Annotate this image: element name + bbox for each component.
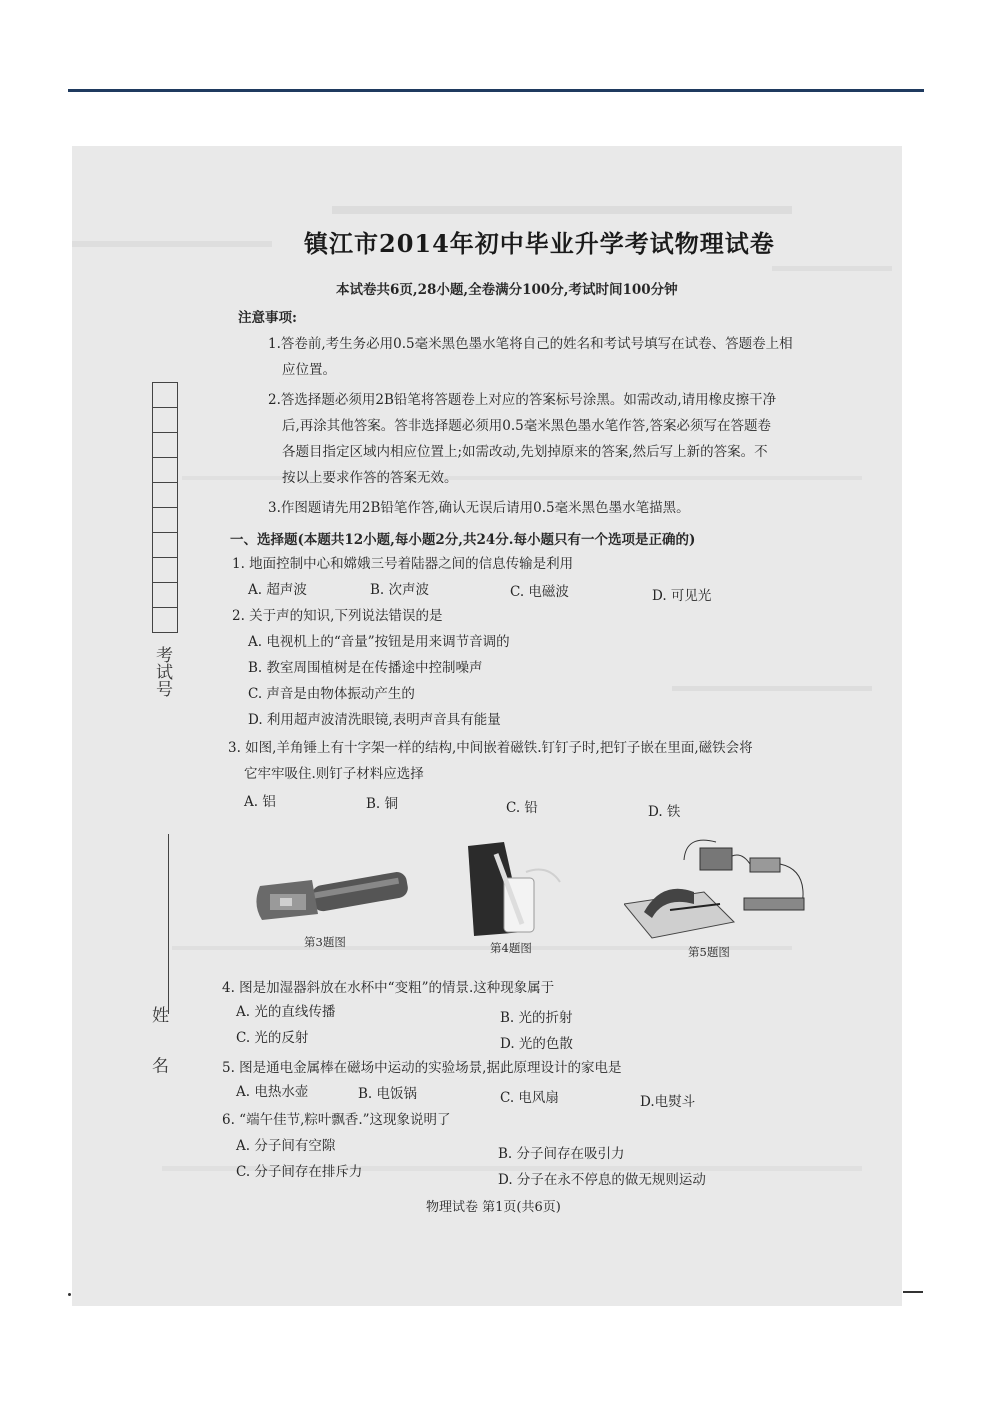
- option-c: C. 电风扇: [500, 1090, 559, 1106]
- exam-number-box[interactable]: [152, 407, 178, 433]
- question-stem: 1. 地面控制中心和嫦娥三号着陆器之间的信息传输是利用: [232, 556, 574, 572]
- option-b: B. 分子间存在吸引力: [498, 1146, 625, 1162]
- note-line: 应位置。: [282, 362, 336, 378]
- top-rule: [68, 89, 924, 92]
- option-d: D. 光的色散: [500, 1036, 573, 1052]
- bleed-through: [772, 266, 892, 271]
- exam-number-boxes: [152, 382, 178, 632]
- figure-caption: 第3题图: [304, 935, 346, 949]
- question-stem: 5. 图是通电金属棒在磁场中运动的实验场景,据此原理设计的家电是: [222, 1060, 622, 1076]
- exam-number-box[interactable]: [152, 557, 178, 583]
- notes-heading: 注意事项:: [238, 310, 297, 326]
- exam-number-box[interactable]: [152, 582, 178, 608]
- question-stem: 6. “端午佳节,粽叶飘香.”这现象说明了: [222, 1112, 451, 1128]
- option-b: B. 教室周围植树是在传播途中控制噪声: [248, 660, 483, 676]
- option-a: A. 超声波: [248, 582, 307, 598]
- note-line: 后,再涂其他答案。答非选择题必须用0.5毫米黑色墨水笔作答,答案必须写在答题卷: [282, 418, 772, 434]
- exam-number-box[interactable]: [152, 382, 178, 408]
- bleed-through: [332, 206, 792, 214]
- bleed-through: [72, 241, 272, 247]
- question-stem: 2. 关于声的知识,下列说法错误的是: [232, 608, 443, 624]
- scanned-page: [72, 146, 902, 1306]
- hammer-figure: [252, 856, 412, 936]
- exam-number-box[interactable]: [152, 607, 178, 633]
- name-line[interactable]: [168, 834, 169, 1014]
- bleed-through: [672, 686, 872, 691]
- bottom-dash: [903, 1291, 923, 1293]
- question-stem: 3. 如图,羊角锤上有十字架一样的结构,中间嵌着磁铁.钉钉子时,把钉子嵌在里面,磁铁会将: [228, 740, 753, 756]
- note-line: 1.答卷前,考生务必用0.5毫米黑色墨水笔将自己的姓名和考试号填写在试卷、答题卷上相: [268, 336, 793, 352]
- circuit-figure: [624, 830, 810, 942]
- option-d: D. 利用超声波清洗眼镜,表明声音具有能量: [248, 712, 501, 728]
- option-a: A. 分子间有空隙: [236, 1138, 336, 1154]
- option-d: D. 可见光: [652, 588, 712, 604]
- humidifier-figure: [464, 842, 564, 938]
- name-label: 姓 名: [148, 1006, 168, 1088]
- note-line: 2.答选择题必须用2B铅笔将答题卷上对应的答案标号涂黑。如需改动,请用橡皮擦干净: [268, 392, 777, 408]
- option-c: C. 电磁波: [510, 584, 569, 600]
- option-a: A. 电视机上的“音量”按钮是用来调节音调的: [248, 634, 510, 650]
- figure-caption: 第5题图: [688, 945, 730, 959]
- figure-caption: 第4题图: [490, 941, 532, 955]
- option-d: D. 铁: [648, 804, 681, 820]
- margin-dot: [68, 1293, 71, 1296]
- note-line: 各题目指定区域内相应位置上;如需改动,先划掉原来的答案,然后写上新的答案。不: [282, 444, 768, 460]
- note-line: 3.作图题请先用2B铅笔作答,确认无误后请用0.5毫米黑色墨水笔描黑。: [268, 500, 690, 516]
- exam-number-box[interactable]: [152, 482, 178, 508]
- question-stem-cont: 它牢牢吸住.则钉子材料应选择: [244, 766, 424, 782]
- exam-number-box[interactable]: [152, 432, 178, 458]
- option-b: B. 铜: [366, 796, 399, 812]
- section-heading: 一、选择题(本题共12小题,每小题2分,共24分.每小题只有一个选项是正确的): [230, 532, 696, 548]
- option-b: B. 次声波: [370, 582, 430, 598]
- option-a: A. 铝: [244, 794, 276, 810]
- exam-number-box[interactable]: [152, 507, 178, 533]
- exam-number-box[interactable]: [152, 457, 178, 483]
- option-c: C. 光的反射: [236, 1030, 309, 1046]
- exam-title: 镇江市2014年初中毕业升学考试物理试卷: [304, 229, 775, 258]
- exam-subtitle: 本试卷共6页,28小题,全卷满分100分,考试时间100分钟: [336, 282, 678, 298]
- page-footer: 物理试卷 第1页(共6页): [426, 1200, 561, 1215]
- question-stem: 4. 图是加湿器斜放在水杯中“变粗”的情景.这种现象属于: [222, 980, 555, 996]
- exam-number-box[interactable]: [152, 532, 178, 558]
- option-b: B. 光的折射: [500, 1010, 573, 1026]
- exam-number-label: 考试号: [152, 646, 172, 697]
- option-d: D. 分子在永不停息的做无规则运动: [498, 1172, 706, 1188]
- option-d: D.电熨斗: [640, 1094, 696, 1110]
- option-c: C. 分子间存在排斥力: [236, 1164, 363, 1180]
- option-a: A. 电热水壶: [236, 1084, 309, 1100]
- option-b: B. 电饭锅: [358, 1086, 418, 1102]
- option-c: C. 声音是由物体振动产生的: [248, 686, 415, 702]
- option-a: A. 光的直线传播: [236, 1004, 336, 1020]
- note-line: 按以上要求作答的答案无效。: [282, 470, 458, 486]
- option-c: C. 铅: [506, 800, 538, 816]
